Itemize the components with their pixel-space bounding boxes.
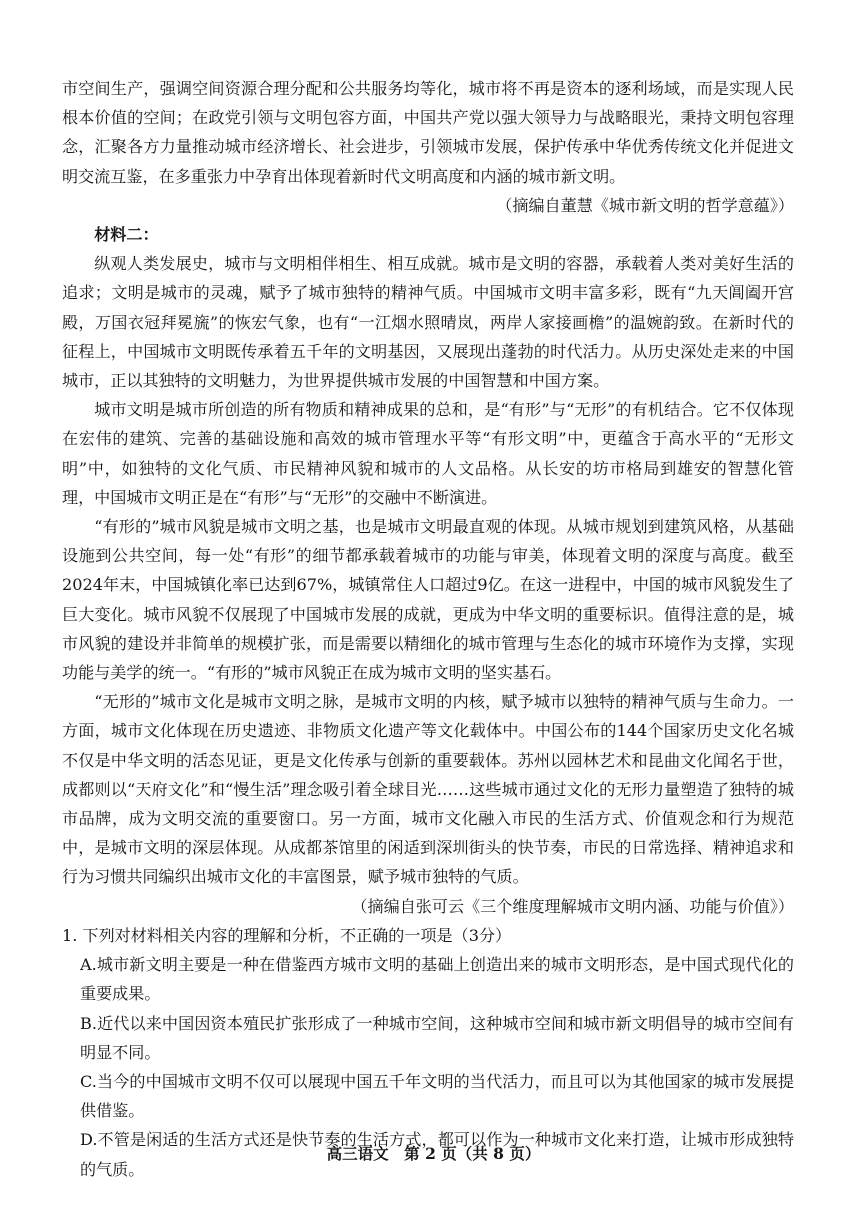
page-footer: 高三语文 第 2 页（共 8 页） <box>326 1144 541 1163</box>
option-a <box>62 950 794 1008</box>
material-one-tail-paragraph: 市空间生产，强调空间资源合理分配和公共服务均等化，城市将不再是资本的逐利场域，而是实现人民根本价值的空间；在政党引领与文明包容方面，中国共产党以强大领导力与战略眼光，秉持文明包容理念，汇聚各方力量推动城市经济增长、社会进步，引领城市发展，保护传承中华优秀传统文化并促进文明交流互鉴，在多重张力中孕育出体现着新时代文明高度和内涵的城市新文明。 <box>62 79 794 186</box>
material-two-paragraph-2: 城市文明是城市所创造的所有物质和精神成果的总和，是“有形”与“无形”的有机结合。它不仅体现在宏伟的建筑、完善的基础设施和高效的城市管理水平等“有形文明”中，更蕴含于高水平的“无形文明”中，如独特的文化气质、市民精神风貌和城市的人文品格。从长安的坊市格局到雄安的智慧化管理，中国城市文明正是在“有形”与“无形”的交融中不断演进。 <box>62 400 794 507</box>
source-citation-one: （摘编自董慧《城市新文明的哲学意蕴》） <box>496 195 794 215</box>
option-text: 不管是闲适的生活方式还是快节奏的生活方式，都可以作为一种城市文化来打造，让城市形成独特的气质。 <box>80 1130 794 1179</box>
option-b <box>62 1009 794 1067</box>
option-c <box>62 1067 794 1125</box>
page-content <box>62 74 794 1184</box>
option-text: 城市新文明主要是一种在借鉴西方城市文明的基础上创造出来的城市文明形态，是中国式现代化的重要成果。 <box>80 955 794 1004</box>
source-citation-two: （摘编自张可云《三个维度理解城市文明内涵、功能与价值》） <box>351 896 794 916</box>
option-letter: A. <box>80 955 97 975</box>
option-letter: C. <box>80 1071 97 1091</box>
question-stem: 1. 下列对材料相关内容的理解和分析，不正确的一项是（3分） <box>62 925 512 945</box>
material-two-paragraph-4: “无形的”城市文化是城市文明之脉，是城市文明的内核，赋予城市以独特的精神气质与生命力。一方面，城市文化体现在历史遗迹、非物质文化遗产等文化载体中。中国公布的144个国家历史文化名城不仅是中华文明的活态见证，更是文化传承与创新的重要载体。苏州以园林艺术和昆曲文化闻名于世，成都则以“天府文化”和“慢生活”理念吸引着全球目光……这些城市通过文化的无形力量塑造了独特的城市品牌，成为文明交流的重要窗口。另一方面，城市文化融入市民的生活方式、价值观念和行为规范中，是城市文明的深层体现。从成都茶馆里的闲适到深圳街头的快节奏，市民的日常选择、精神追求和行为习惯共同编织出城市文化的丰富图景，赋予城市独特的气质。 <box>62 692 794 887</box>
option-text: 当今的中国城市文明不仅可以展现中国五千年文明的当代活力，而且可以为其他国家的城市发展提供借鉴。 <box>80 1071 794 1121</box>
material-two-paragraph-3: “有形的”城市风貌是城市文明之基，也是城市文明最直观的体现。从城市规划到建筑风格，从基础设施到公共空间，每一处“有形”的细节都承载着城市的功能与审美，体现着文明的深度与高度。截至2024年末，中国城镇化率已达到67%，城镇常住人口超过9亿。在这一进程中，中国的城市风貌发生了巨大变化。城市风貌不仅展现了中国城市发展的成就，更成为中华文明的重要标识。值得注意的是，城市风貌的建设并非简单的规模扩张，而是需要以精细化的城市管理与生态化的城市环境作为支撑，实现功能与美学的统一。“有形的”城市风貌正在成为城市文明的坚实基石。 <box>62 517 794 683</box>
material-two-heading: 材料二： <box>94 225 159 245</box>
option-letter: B. <box>80 1013 97 1033</box>
option-text: 近代以来中国因资本殖民扩张形成了一种城市空间，这种城市空间和城市新文明倡导的城市空间有明显不同。 <box>80 1013 794 1062</box>
option-letter: D. <box>80 1130 98 1150</box>
material-two-paragraph-1: 纵观人类发展史，城市与文明相伴相生、相互成就。城市是文明的容器，承载着人类对美好生活的追求；文明是城市的灵魂，赋予了城市独特的精神气质。中国城市文明丰富多彩，既有“九天阊阖开宫殿，万国衣冠拜冕旒”的恢宏气象，也有“一江烟水照晴岚，两岸人家接画檐”的温婉韵致。在新时代的征程上，中国城市文明既传承着五千年的文明基因，又展现出蓬勃的时代活力。从历史深处走来的中国城市，正以其独特的文明魅力，为世界提供城市发展的中国智慧和中国方案。 <box>62 254 794 391</box>
